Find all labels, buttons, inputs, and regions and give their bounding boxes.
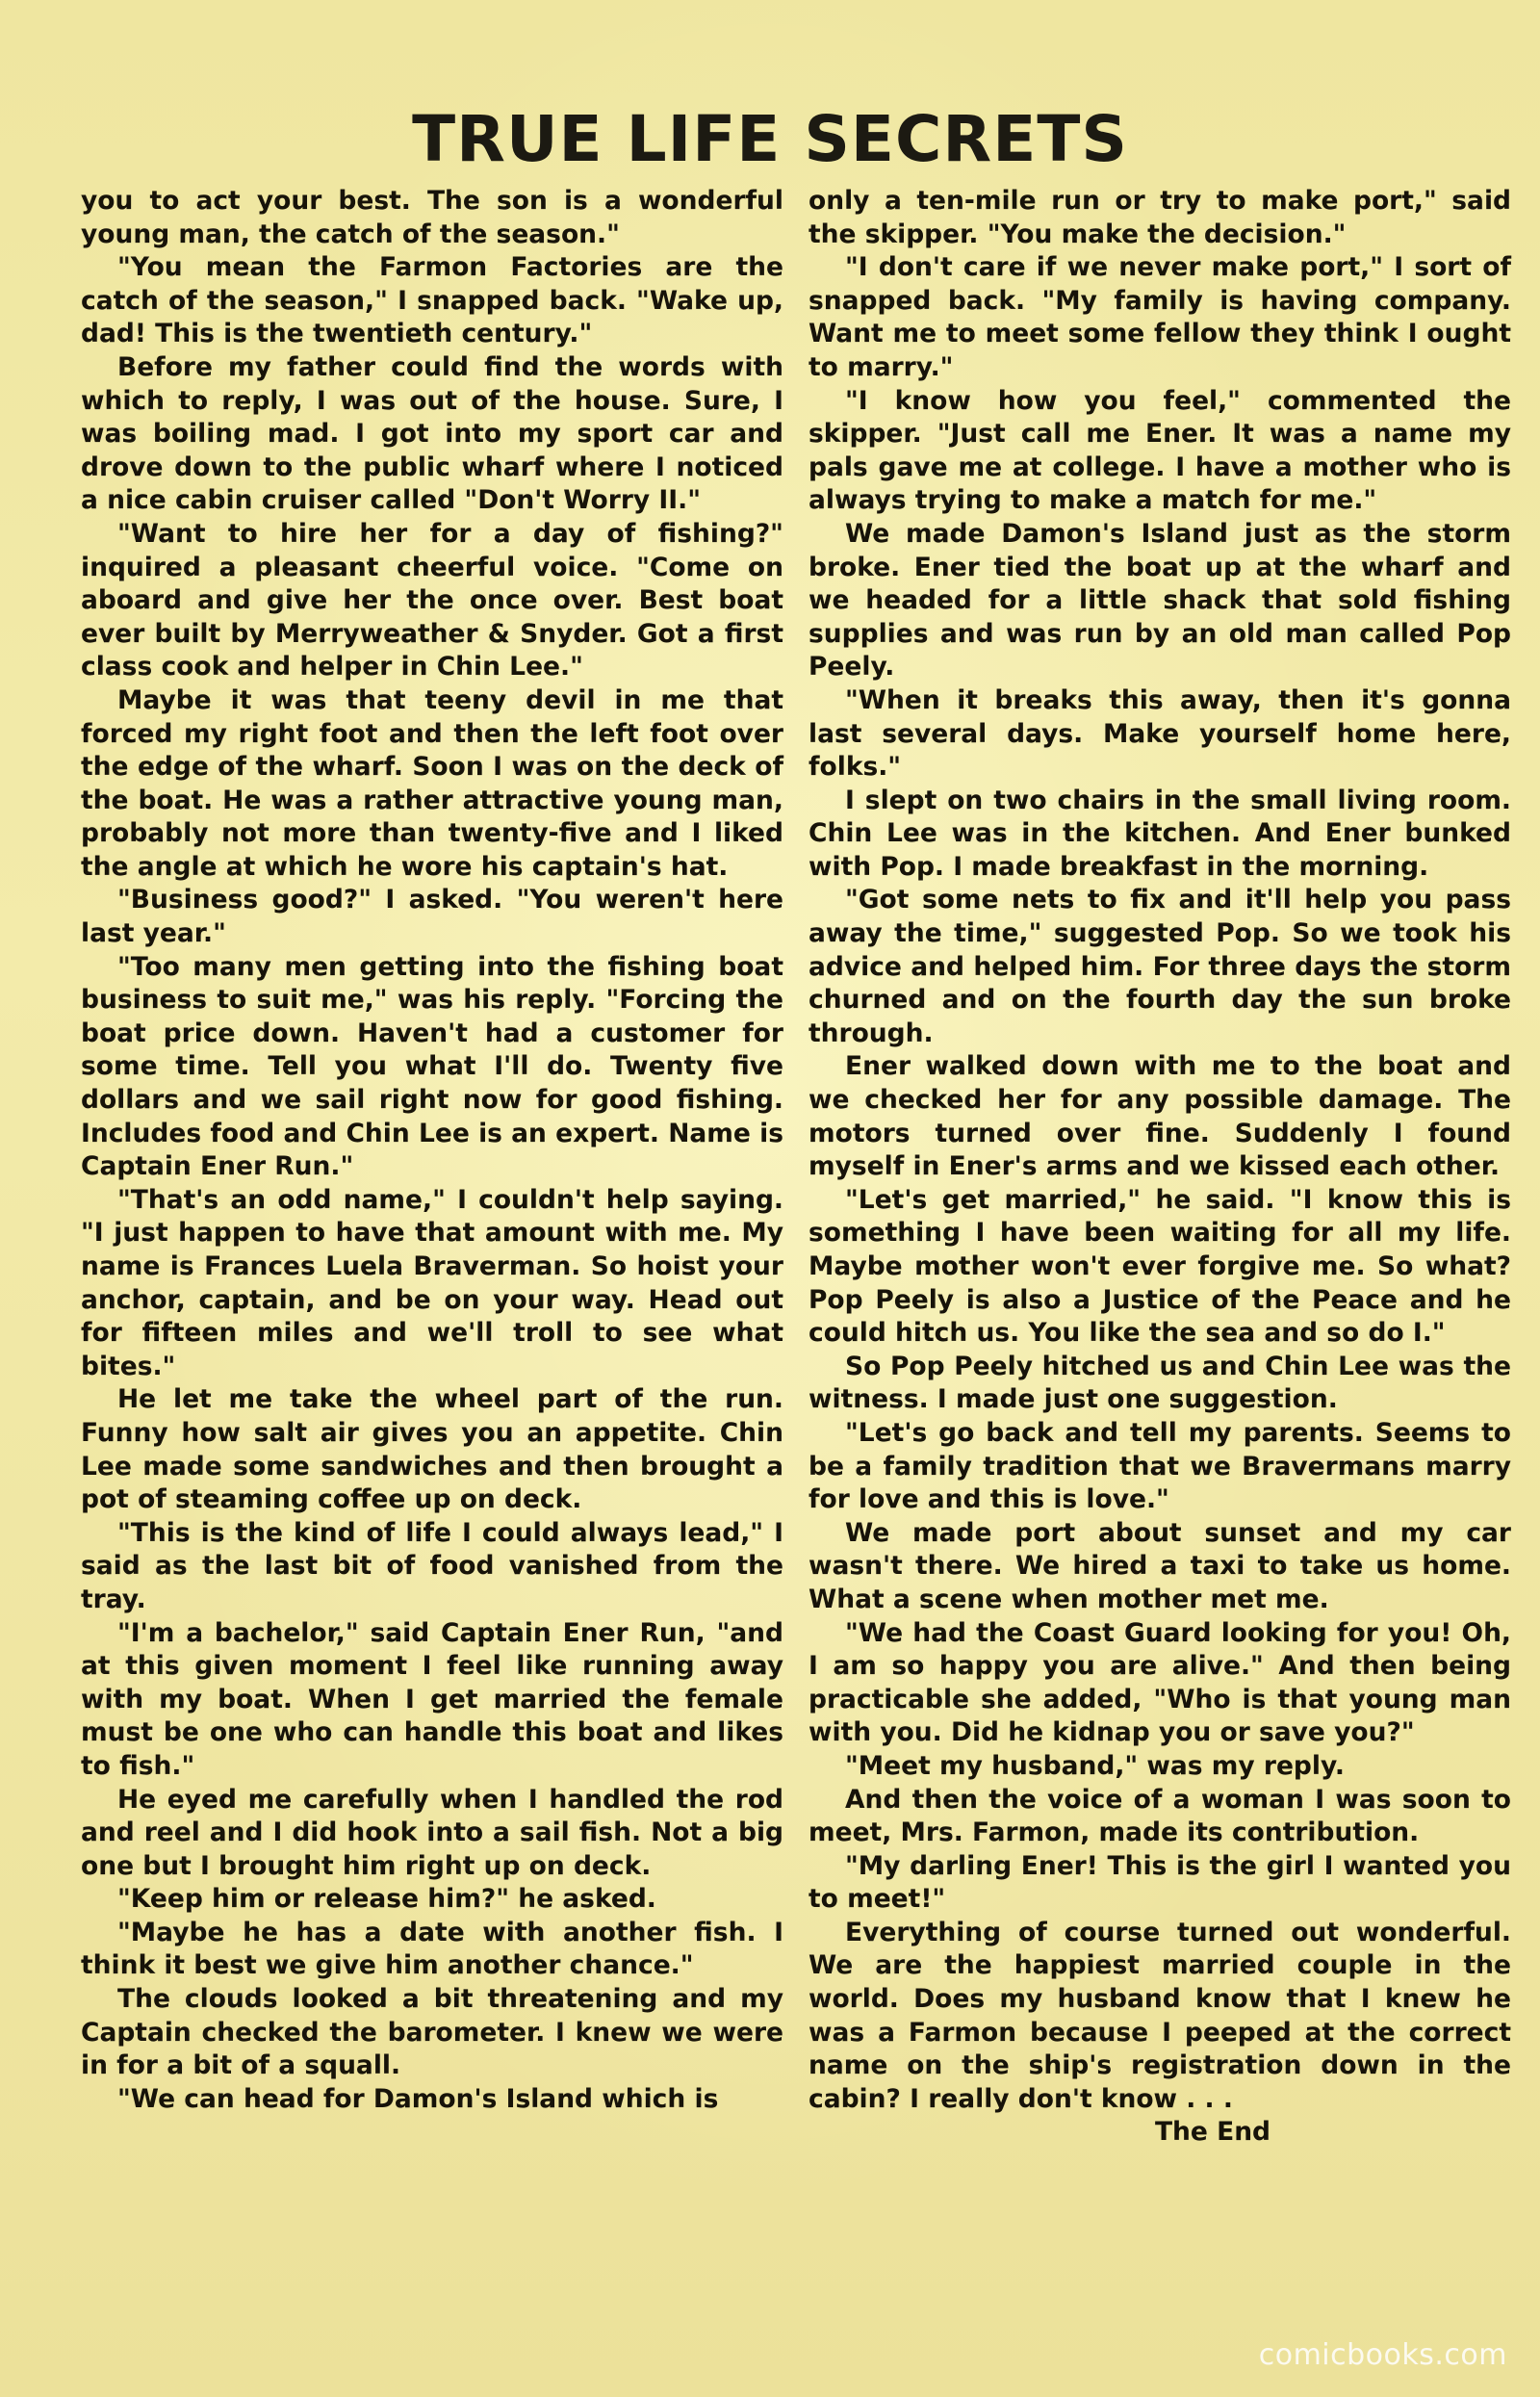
the-end-text: The End — [1154, 2117, 1271, 2148]
paragraph: "This is the kind of life I could always lead," I said as the last bit of food vanished from the tray. — [81, 1517, 783, 1614]
paragraph: "Too many men getting into the fishing boat business to suit me," was his reply. "Forcing the boat price down. Haven't had a customer for some time. Tell you what I'll do. Twenty five dollars and we sail right now for good fishing. Includes food and Chin Lee is an expert. Name is Captain Ener Run." — [81, 951, 783, 1182]
right-column — [808, 185, 1511, 2150]
page-title: TRUE LIFE SECRETS — [412, 102, 1128, 176]
paragraph: I slept on two chairs in the small living room. Chin Lee was in the kitchen. And Ener bunked with Pop. I made breakfast in the morning. — [808, 785, 1511, 882]
paragraph: "You mean the Farmon Factories are the catch of the season," I snapped back. "Wake up, dad! This is the twentieth century." — [81, 252, 783, 349]
paragraph: He eyed me carefully when I handled the rod and reel and I did hook into a sail fish. Not a big one but I brought him right up on deck. — [81, 1784, 783, 1881]
paragraph: "We had the Coast Guard looking for you! Oh, I am so happy you are alive." And then being practicable she added, "Who is that young man with you. Did he kidnap you or save you?" — [808, 1617, 1511, 1748]
paragraph: "Business good?" I asked. "You weren't here last year." — [81, 885, 783, 949]
paragraph: "We can head for Damon's Island which is — [117, 2083, 719, 2114]
paragraph: "Want to hire her for a day of fishing?" inquired a pleasant cheerful voice. "Come on aboard and give her the once over. Best boat ever built by Merryweather & Snyder. Got a first class cook and helper in Chin Lee." — [81, 518, 783, 683]
paragraph: Ener walked down with me to the boat and we checked her for any possible damage. The motors turned over fine. Suddenly I found myself in Ener's arms and we kissed each other. — [808, 1051, 1511, 1182]
paragraph: The clouds looked a bit threatening and my Captain checked the barometer. I knew we were in for a bit of a squall. — [81, 1984, 783, 2081]
paragraph: "Keep him or release him?" he asked. — [117, 1884, 656, 1915]
paragraph: "Meet my husband," was my reply. — [845, 1750, 1345, 1781]
paragraph: And then the voice of a woman I was soon to meet, Mrs. Farmon, made its contribution. — [808, 1784, 1511, 1848]
paragraph: "My darling Ener! This is the girl I wanted you to meet!" — [808, 1850, 1511, 1915]
paragraph: "That's an odd name," I couldn't help saying. "I just happen to have that amount with me. My name is Frances Luela Braverman. So hoist your anchor, captain, and be on your way. Head out for fifteen miles and we'll troll to see what bites." — [81, 1184, 783, 1381]
paragraph: "I'm a bachelor," said Captain Ener Run, "and at this given moment I feel like running away with my boat. When I get married the female must be one who can handle this boat and likes to fish." — [81, 1617, 783, 1781]
paragraph: "Let's go back and tell my parents. Seems to be a family tradition that we Bravermans marry for love and this is love." — [808, 1417, 1511, 1515]
left-column — [81, 185, 783, 2116]
paragraph: Before my father could find the words with which to reply, I was out of the house. Sure, I was boiling mad. I got into my sport car and drove down to the public wharf where I noticed a nice cabin cruiser called "Don't Worry II." — [81, 351, 783, 516]
watermark: comicbooks.com — [1258, 2338, 1507, 2372]
paragraph: you to act your best. The son is a wonderful young man, the catch of the season." — [81, 186, 783, 249]
paragraph: only a ten-mile run or try to make port," said the skipper. "You make the decision." — [808, 186, 1511, 249]
paragraph: We made port about sunset and my car wasn't there. We hired a taxi to take us home. What a scene when mother met me. — [808, 1517, 1511, 1614]
paragraph: "I don't care if we never make port," I sort of snapped back. "My family is having company. Want me to meet some fellow they think I ought to marry." — [808, 252, 1511, 382]
paragraph: "I know how you feel," commented the skipper. "Just call me Ener. It was a name my pals gave me at college. I have a mother who is always trying to make a match for me." — [808, 385, 1511, 516]
paragraph: "Got some nets to fix and it'll help you pass away the time," suggested Pop. So we took his advice and helped him. For three days the storm churned and on the fourth day the sun broke through. — [808, 885, 1511, 1048]
paragraph: He let me take the wheel part of the run. Funny how salt air gives you an appetite. Chin Lee made some sandwiches and then brought a pot of steaming coffee up on deck. — [81, 1384, 783, 1515]
paragraph: Everything of course turned out wonderful. We are the happiest married couple in the world. Does my husband know that I knew he was a Farmon because I peeped at the correct name on the ship's registration down in the cabin? I really don't know . . . — [808, 1917, 1511, 2114]
paragraph: "When it breaks this away, then it's gonna last several days. Make yourself home here, folks." — [808, 684, 1511, 783]
paragraph: "Let's get married," he said. "I know this is something I have been waiting for all my life. Maybe mother won't ever forgive me. So what? Pop Peely is also a Justice of the Peace and he could hitch us. You like the sea and so do I." — [808, 1184, 1511, 1349]
paragraph: Maybe it was that teeny devil in me that forced my right foot and then the left foot over the edge of the wharf. Soon I was on the deck of the boat. He was a rather attractive young man, probably not more than twenty-five and I liked the angle at which he wore his captain's hat. — [81, 684, 783, 882]
paragraph: "Maybe he has a date with another fish. I think it best we give him another chance." — [81, 1917, 783, 1981]
paragraph: We made Damon's Island just as the storm broke. Ener tied the boat up at the wharf and we headed for a little shack that sold fishing supplies and was run by an old man called Pop Peely. — [808, 518, 1511, 683]
paragraph: So Pop Peely hitched us and Chin Lee was the witness. I made just one suggestion. — [808, 1351, 1511, 1415]
